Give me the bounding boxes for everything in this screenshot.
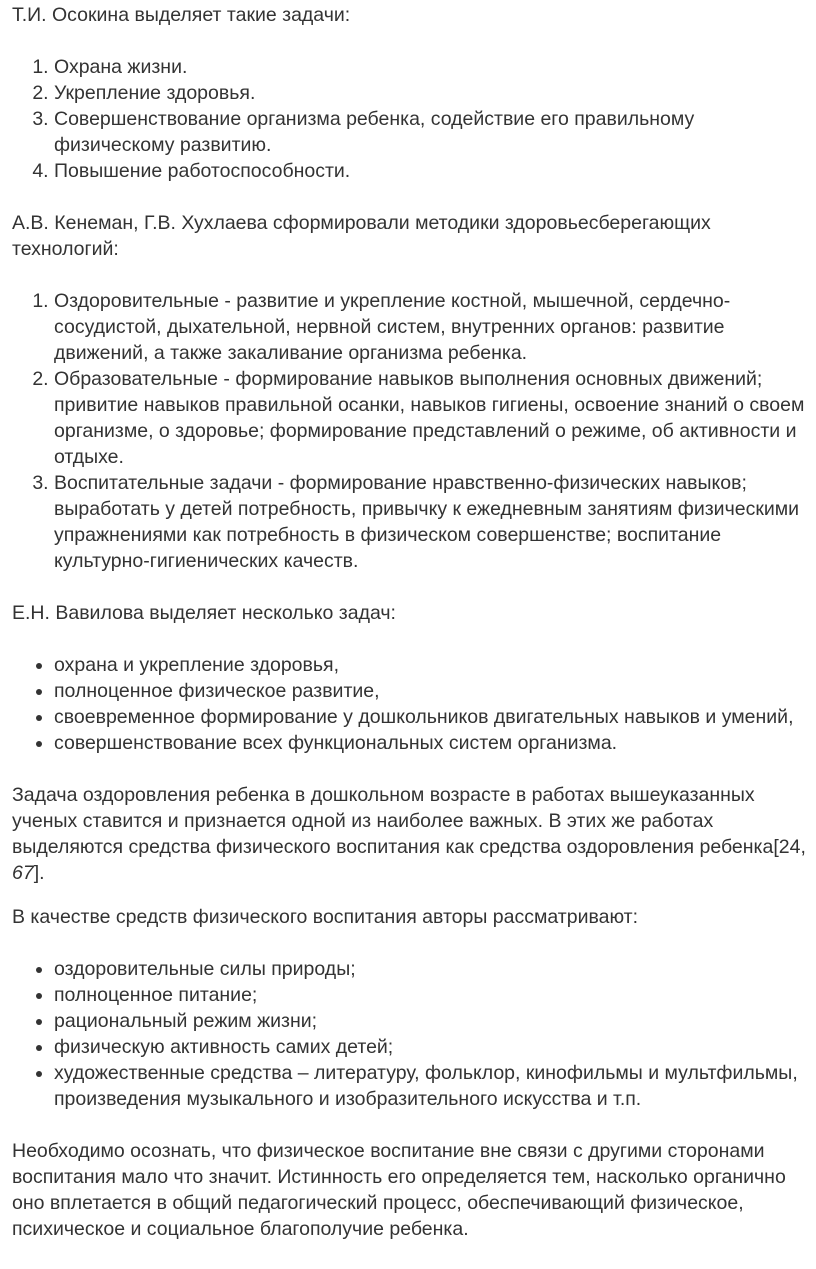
paragraph-conclusion: Необходимо осознать, что физическое воспитание вне связи с другими сторонами воспитания мало что значит. Истинность его определяется тем, насколько органично оно вплетается в общий педагогический процесс, обеспечивающий физическое, психическое и социальное благополучие ребенка. [12, 1140, 786, 1240]
citation-page: 67 [12, 862, 34, 884]
list-item: 3. Воспитательные задачи - формирование нравственно-физических навыков; выработать у детей потребность, привычку к ежедневным занятиям физическими упражнениями как потребность в физическом совершенстве; воспитание культурно-гигиенических качеств. [54, 470, 806, 574]
list-item: 1. Оздоровительные - развитие и укрепление костной, мышечной, сердечно-сосудистой, дыхательной, нервной систем, внутренних органов: развитие движений, а также закаливание организма ребенка. [54, 288, 806, 366]
intro-vavilova: Е.Н. Вавилова выделяет несколько задач: [12, 602, 396, 624]
list-item: • рациональный режим жизни; [54, 1008, 806, 1034]
list-item: • совершенствование всех функциональных систем организма. [54, 730, 806, 756]
vavilova-task-list [12, 652, 806, 756]
list-item: • полноценное физическое развитие, [54, 678, 806, 704]
osokina-task-list [12, 54, 806, 184]
intro-means: В качестве средств физического воспитания авторы рассматривают: [12, 906, 639, 928]
list-item: 2. Образовательные - формирование навыков выполнения основных движений; привитие навыков правильной осанки, навыков гигиены, освоение знаний о своем организме, о здоровье; формирование представлений о режиме, об активности и отдыхе. [54, 366, 806, 470]
paragraph-text: Задача оздоровления ребенка в дошкольном возрасте в работах вышеуказанных ученых ставится и признается одной из наиболее важных. В этих же работах выделяются средства физического воспитания как средства оздоровления ребенка[24, [12, 784, 806, 858]
paragraph-recovery-task [12, 782, 806, 886]
list-item: 4. Повышение работоспособности. [54, 158, 806, 184]
intro-osokina: Т.И. Осокина выделяет такие задачи: [12, 4, 351, 26]
intro-keneman: А.В. Кенеман, Г.В. Хухлаева сформировали методики здоровьесберегающих технологий: [12, 212, 711, 260]
citation-close: ]. [33, 862, 45, 884]
list-item: • физическую активность самих детей; [54, 1034, 806, 1060]
means-list [12, 956, 806, 1112]
keneman-method-list [12, 288, 806, 574]
list-item: • художественные средства – литературу, фольклор, кинофильмы и мультфильмы, произведения музыкального и изобразительного искусства и т.п. [54, 1060, 806, 1112]
list-item: • своевременное формирование у дошкольников двигательных навыков и умений, [54, 704, 806, 730]
list-item: 2. Укрепление здоровья. [54, 80, 806, 106]
list-item: • охрана и укрепление здоровья, [54, 652, 806, 678]
list-item: 1. Охрана жизни. [54, 54, 806, 80]
list-item: • оздоровительные силы природы; [54, 956, 806, 982]
list-item: 3. Совершенствование организма ребенка, содействие его правильному физическому развитию. [54, 106, 806, 158]
list-item: • полноценное питание; [54, 982, 806, 1008]
